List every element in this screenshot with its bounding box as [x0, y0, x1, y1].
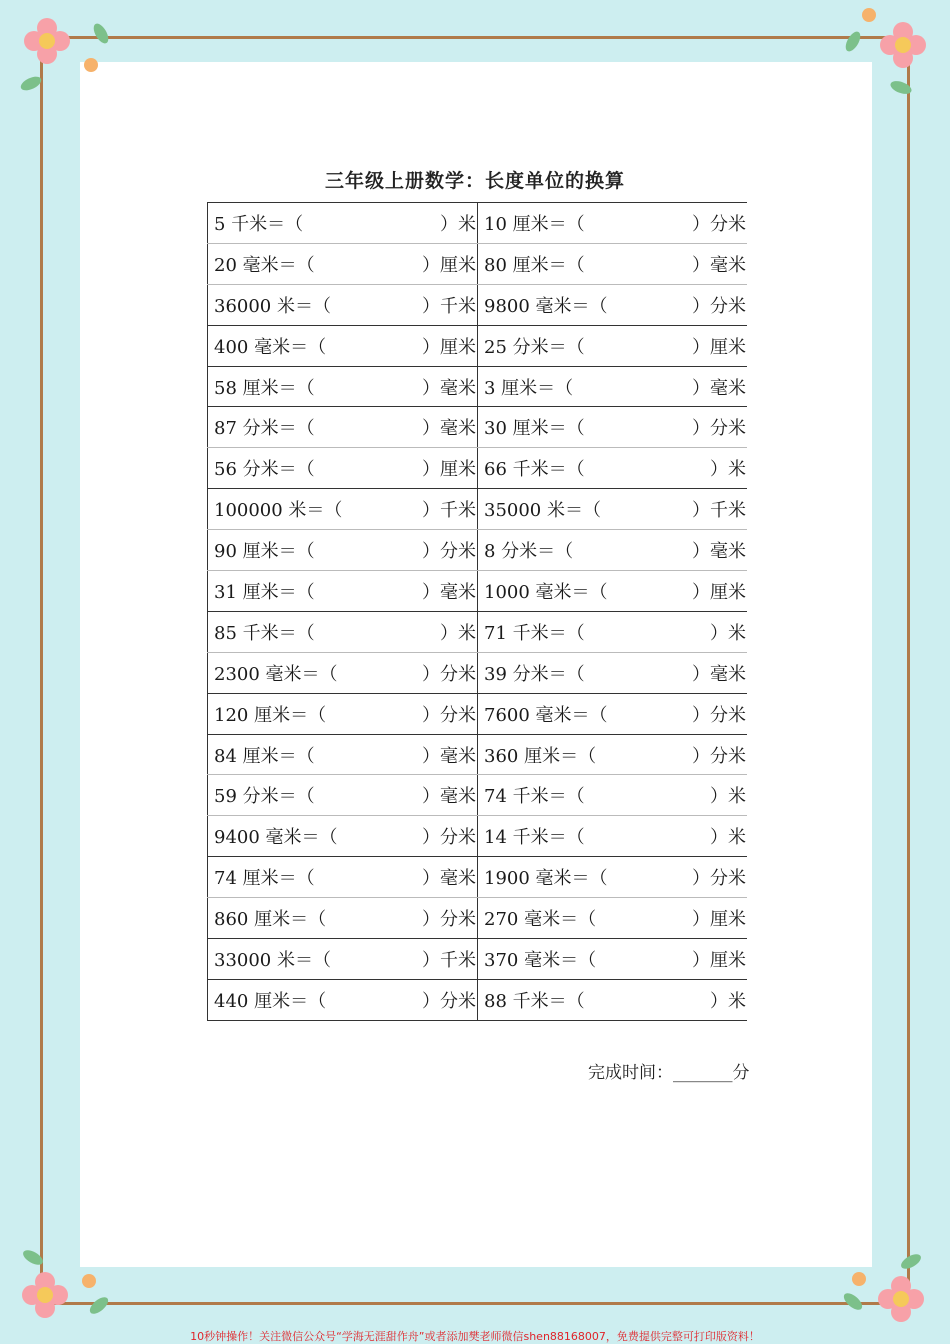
problem-unit: ）毫米	[692, 663, 746, 685]
problem-unit: ）分米	[422, 704, 476, 726]
problem-question: 84 厘米＝（	[214, 745, 315, 767]
problem-question: 120 厘米＝（	[214, 704, 327, 726]
problem-cell-right	[478, 979, 748, 1020]
flower-bud-icon	[82, 1274, 96, 1288]
problem-question: 36000 米＝（	[214, 295, 331, 317]
problem-cell-left	[208, 366, 478, 407]
problem-unit: ）厘米	[692, 949, 746, 971]
problem-cell-right	[478, 203, 748, 244]
problem-cell-right	[478, 571, 748, 612]
problem-unit: ）厘米	[422, 336, 476, 358]
frame-line-bottom	[40, 1302, 910, 1305]
conversion-table	[207, 202, 747, 1021]
problem-cell-left	[208, 611, 478, 652]
problem-unit: ）分米	[692, 295, 746, 317]
problem-question: 14 千米＝（	[484, 827, 585, 849]
problem-question: 88 千米＝（	[484, 990, 585, 1012]
problem-unit: ）分米	[692, 704, 746, 726]
problem-unit: ）厘米	[692, 909, 746, 931]
flower-bud-icon	[852, 1272, 866, 1286]
page-title: 三年级上册数学：长度单位的换算	[324, 170, 625, 192]
problem-cell-left	[208, 489, 478, 530]
problem-unit: ）千米	[422, 949, 476, 971]
flower-icon	[22, 1272, 68, 1318]
problem-question: 370 毫米＝（	[484, 949, 597, 971]
table-row	[208, 939, 748, 980]
problem-question: 39 分米＝（	[484, 663, 585, 685]
problem-cell-left	[208, 734, 478, 775]
problem-unit: ）毫米	[692, 254, 746, 276]
problem-question: 9400 毫米＝（	[214, 827, 338, 849]
problem-cell-left	[208, 325, 478, 366]
table-row	[208, 898, 748, 939]
table-row	[208, 652, 748, 693]
problem-question: 440 厘米＝（	[214, 990, 327, 1012]
problem-unit: ）千米	[692, 500, 746, 522]
problem-question: 20 毫米＝（	[214, 254, 315, 276]
problem-cell-right	[478, 857, 748, 898]
problem-unit: ）毫米	[422, 377, 476, 399]
problem-question: 90 厘米＝（	[214, 541, 315, 563]
problem-cell-left	[208, 979, 478, 1020]
problem-cell-right	[478, 734, 748, 775]
problem-cell-right	[478, 652, 748, 693]
table-row	[208, 203, 748, 244]
problem-cell-left	[208, 898, 478, 939]
problem-unit: ）分米	[692, 868, 746, 890]
problem-cell-right	[478, 325, 748, 366]
problem-question: 9800 毫米＝（	[484, 295, 608, 317]
problem-cell-left	[208, 530, 478, 571]
table-row	[208, 571, 748, 612]
table-row	[208, 448, 748, 489]
problem-unit: ）米	[710, 622, 746, 644]
problem-question: 56 分米＝（	[214, 459, 315, 481]
problem-cell-right	[478, 693, 748, 734]
problem-cell-left	[208, 857, 478, 898]
flower-icon	[880, 22, 926, 68]
problem-question: 74 厘米＝（	[214, 868, 315, 890]
table-row	[208, 366, 748, 407]
completion-time-label: 完成时间：_______分	[588, 1063, 750, 1083]
problem-unit: ）分米	[422, 541, 476, 563]
table-row	[208, 816, 748, 857]
problem-unit: ）千米	[422, 295, 476, 317]
problem-cell-left	[208, 448, 478, 489]
problem-cell-left	[208, 816, 478, 857]
table-row	[208, 734, 748, 775]
problem-cell-right	[478, 611, 748, 652]
problem-question: 1000 毫米＝（	[484, 581, 608, 603]
problem-question: 360 厘米＝（	[484, 745, 597, 767]
problem-cell-left	[208, 243, 478, 284]
problem-question: 74 千米＝（	[484, 786, 585, 808]
leaf-icon	[843, 29, 864, 54]
problem-cell-right	[478, 366, 748, 407]
problem-question: 10 厘米＝（	[484, 213, 585, 235]
table-row	[208, 979, 748, 1020]
problem-cell-right	[478, 530, 748, 571]
problem-cell-right	[478, 775, 748, 816]
flower-bud-icon	[862, 8, 876, 22]
problem-unit: ）分米	[422, 909, 476, 931]
problem-cell-right	[478, 407, 748, 448]
problem-question: 270 毫米＝（	[484, 909, 597, 931]
problem-unit: ）分米	[422, 663, 476, 685]
problem-question: 100000 米＝（	[214, 500, 343, 522]
problem-unit: ）分米	[422, 827, 476, 849]
table-row	[208, 611, 748, 652]
problem-unit: ）米	[710, 990, 746, 1012]
table-row	[208, 325, 748, 366]
problem-unit: ）分米	[422, 990, 476, 1012]
frame-line-top	[40, 36, 910, 39]
problem-unit: ）米	[710, 786, 746, 808]
problem-question: 59 分米＝（	[214, 786, 315, 808]
problem-cell-left	[208, 693, 478, 734]
problem-unit: ）毫米	[422, 786, 476, 808]
problem-question: 860 厘米＝（	[214, 909, 327, 931]
table-row	[208, 530, 748, 571]
problem-question: 80 厘米＝（	[484, 254, 585, 276]
problem-cell-left	[208, 284, 478, 325]
flower-bud-icon	[84, 58, 98, 72]
problem-question: 85 千米＝（	[214, 622, 315, 644]
problem-unit: ）厘米	[692, 336, 746, 358]
problem-question: 31 厘米＝（	[214, 581, 315, 603]
problem-unit: ）千米	[422, 500, 476, 522]
flower-icon	[24, 18, 70, 64]
problem-cell-right	[478, 939, 748, 980]
problem-question: 3 厘米＝（	[484, 377, 574, 399]
table-row	[208, 693, 748, 734]
problem-unit: ）毫米	[422, 868, 476, 890]
frame-line-right	[907, 36, 910, 1305]
problem-cell-left	[208, 571, 478, 612]
problem-unit: ）分米	[692, 213, 746, 235]
table-row	[208, 775, 748, 816]
problem-question: 71 千米＝（	[484, 622, 585, 644]
problem-cell-right	[478, 489, 748, 530]
problem-cell-right	[478, 816, 748, 857]
problem-cell-right	[478, 243, 748, 284]
problem-unit: ）米	[440, 622, 476, 644]
problem-question: 33000 米＝（	[214, 949, 331, 971]
problem-question: 8 分米＝（	[484, 541, 574, 563]
table-row	[208, 489, 748, 530]
problem-question: 25 分米＝（	[484, 336, 585, 358]
problem-question: 400 毫米＝（	[214, 336, 327, 358]
problem-cell-left	[208, 652, 478, 693]
footer-note: 10秒钟操作！关注微信公众号“学海无涯甜作舟”或者添加樊老师微信shen88168007，免费提供完整可打印版资料！	[190, 1330, 760, 1343]
problem-question: 35000 米＝（	[484, 500, 601, 522]
leaf-icon	[899, 1251, 924, 1272]
table-row	[208, 284, 748, 325]
problem-cell-left	[208, 407, 478, 448]
leaf-icon	[91, 21, 112, 46]
problem-cell-left	[208, 939, 478, 980]
frame-line-left	[40, 36, 43, 1305]
leaf-icon	[87, 1294, 111, 1317]
problem-question: 30 厘米＝（	[484, 418, 585, 440]
table-row	[208, 243, 748, 284]
problem-cell-right	[478, 284, 748, 325]
problem-unit: ）毫米	[422, 418, 476, 440]
problem-unit: ）分米	[692, 745, 746, 767]
problem-unit: ）厘米	[422, 459, 476, 481]
problem-cell-left	[208, 203, 478, 244]
table-row	[208, 407, 748, 448]
problem-question: 2300 毫米＝（	[214, 663, 338, 685]
problem-unit: ）厘米	[422, 254, 476, 276]
problem-unit: ）厘米	[692, 581, 746, 603]
problem-unit: ）米	[710, 459, 746, 481]
problem-question: 1900 毫米＝（	[484, 868, 608, 890]
problem-question: 87 分米＝（	[214, 418, 315, 440]
problem-unit: ）毫米	[422, 581, 476, 603]
problem-question: 66 千米＝（	[484, 459, 585, 481]
problem-cell-right	[478, 448, 748, 489]
problem-cell-left	[208, 775, 478, 816]
problem-question: 5 千米＝（	[214, 213, 304, 235]
problem-unit: ）毫米	[422, 745, 476, 767]
problem-question: 7600 毫米＝（	[484, 704, 608, 726]
problem-question: 58 厘米＝（	[214, 377, 315, 399]
flower-icon	[878, 1276, 924, 1322]
problem-cell-right	[478, 898, 748, 939]
problem-unit: ）毫米	[692, 377, 746, 399]
problem-unit: ）分米	[692, 418, 746, 440]
problem-unit: ）毫米	[692, 541, 746, 563]
table-row	[208, 857, 748, 898]
problem-unit: ）米	[440, 213, 476, 235]
problem-unit: ）米	[710, 827, 746, 849]
